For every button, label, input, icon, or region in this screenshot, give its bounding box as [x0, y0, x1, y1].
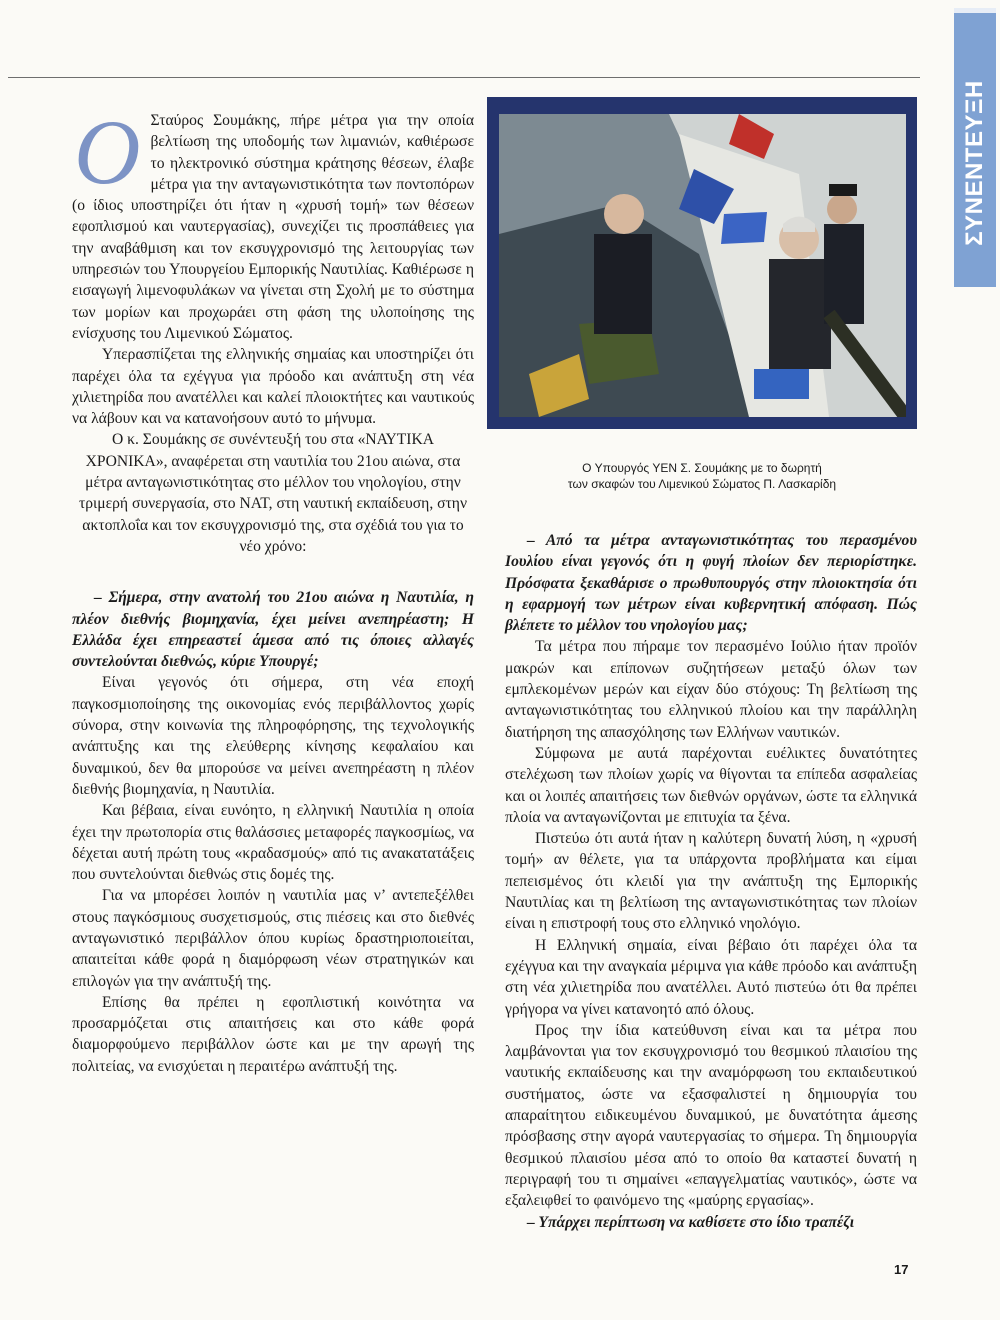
left-column [72, 101, 474, 1077]
page-number: 17 [894, 1262, 909, 1277]
question-2: – Από τα μέτρα ανταγωνιστικότητας του περασμένου Ιουλίου είναι γεγονός ότι η φυγή πλοίων δεν περιορίστηκε. Πρόσφατα ξεκαθάρισε ο πρωθυπουργός στην πλοιοκτησία ότι η εφαρμογή των μέτρων είναι κυβερνητική απόφαση. Πώς βλέπετε το μέλλον του νηολογίου μας; [505, 532, 917, 635]
photo-illustration [499, 114, 906, 417]
answer-3: Για να μπορέσει λοιπόν η ναυτιλία μας ν’ αντεπεξέλθει στους παγκόσμιους συσχετισμούς, στις πιέσεις και στο διεθνές ανταγωνιστικό περιβάλλον όπου κυρίως δραστηριοποιείται, απαιτείται κάθε φορά η διαμόρφωση νέων στρατηγικών και επιλογών για την ανάπτυξή της. [72, 887, 474, 990]
answer-4: Επίσης θα πρέπει η εφοπλιστική κοινότητα να προσαρμόζεται στις απαιτήσεις και στο κάθε φορά διαμορφούμενο περιβάλλον ώστε και με την αρωγή της πολιτείας, να ενισχύεται η περαιτέρω ανάπτυξή της. [72, 993, 474, 1075]
answer-b3: Πιστεύω ότι αυτά ήταν η καλύτερη δυνατή λύση, η «χρυσή τομή» αν θέλετε, για τα υπάρχοντα προβλήματα και είμαι πεπεισμένος ότι κλειδί για την ανάπτυξη της Εμπορικής Ναυτιλίας και τη βελτίωση της ανταγωνιστικότητας των πλοίων είναι η επιστροφή τους στο ελληνικό νηολόγιο. [505, 830, 917, 933]
intro-paragraph [72, 101, 474, 344]
intro-text: Σταύρος Σουμάκης, πήρε μέτρα για την οποία βελτίωση της υποδομής των λιμανιών, καθιέρωσε το ηλεκτρονικό σύστημα κράτησης θέσεων, έλαβε μέτρα για την ανταγωνιστικότητα των ποντοπόρων (ο ίδιος υποστηρίζει ότι ήταν η «χρυσή τομή» των θέσεων εφοπλισμού και ναυτεργασίας), συνεχίζει τις προσπάθειες για την αναβάθμιση και τον εκσυγχρονισμό της λειτουργίας των υπηρεσιών του Υπουργείου Εμπορικής Ναυτιλίας. Καθιέρωσε η εισαγωγή λιμενοφυλάκων να γίνεται στη Σχολή με το σύστημα των μορίων και προχωράει στη φάση της υλοποίησης της ενίσχυσης του Λιμενικού Σώματος. [72, 112, 474, 342]
paragraph-interview-intro: Ο κ. Σουμάκης σε συνέντευξή του στα «ΝΑΥΤΙΚΑ ΧΡΟΝΙΚΑ», αναφέρεται στη ναυτιλία του 21ου αιώνα, στα μέτρα ανταγωνιστικότητας στο μέλλον του νηολογίου, στην τριμερή συνεργασία, στο ΝΑΤ, στη ναυτική εκπαίδευση, στην ακτοπλοΐα και τον εκσυγχρονισμό της, στα σχέδιά του για το νέο χρόνο: [79, 431, 467, 555]
answer-b1: Τα μέτρα που πήραμε τον περασμένο Ιούλιο ήταν προϊόν μακρών και επίπονων συζητήσεων μεταξύ όλων των εμπλεκομένων μερών και είχαν δύο στόχους: Τη βελτίωση της ανταγωνιστικότητας του ελληνικού πλοίου και την παράλληλη διατήρηση της απασχόλησης των Ελλήνων ναυτικών. [505, 638, 917, 741]
section-tab [954, 8, 996, 287]
photo-caption [487, 460, 917, 492]
right-column [505, 530, 917, 1233]
caption-line-1: Ο Υπουργός ΥΕΝ Σ. Σουμάκης με το δωρητή [582, 461, 822, 475]
question-3: – Υπάρχει περίπτωση να καθίσετε στο ίδιο τραπέζι [527, 1213, 855, 1231]
answer-2: Και βέβαια, είναι ευνόητο, η ελληνική Ναυτιλία η οποία έχει την πρωτοπορία στις θαλάσσιες μεταφορές παγκοσμίως, να δέχεται αυτή πρώτη τους «κραδασμούς» από τις ανακατατάξεις που συντελούνται διεθνώς στις δομές της. [72, 802, 474, 884]
answer-b4: Η Ελληνική σημαία, είναι βέβαιο ότι παρέχει όλα τα εχέγγυα και την αναγκαία μέριμνα για κάθε πρόοδο και ανάπτυξη στη νέα χιλιετηρίδα που ανατέλλει. Αυτό πιστεύω ότι θα πρέπει γρήγορα να γίνει κατανοητό από όλους. [505, 936, 917, 1018]
question-1: – Σήμερα, στην ανατολή του 21ου αιώνα η Ναυτιλία, η πλέον διεθνής βιομηχανία, έχει μείνει ανεπηρέαστη; Η Ελλάδα έχει επηρεαστεί άμεσα από τις όποιες αλλαγές συντελούνται διεθνώς, κύριε Υπουργέ; [72, 589, 474, 671]
drop-cap: Ο [74, 101, 141, 203]
caption-line-2: των σκαφών του Λιμενικού Σώματος Π. Λασκαρίδη [567, 477, 837, 491]
paragraph-flag: Υπερασπίζεται της ελληνικής σημαίας και υποστηρίζει ότι παρέχει όλα τα εχέγγυα για πρόοδο και ανάπτυξη στη νέα χιλιετηρίδα που ανατέλλει και καλεί πλοιοκτήτες και ναυτικούς να λάβουν και να κατανοήσουν αυτό το μήνυμα. [72, 346, 474, 428]
answer-b2: Σύμφωνα με αυτά παρέχονται ευέλικτες δυνατότητες στελέχωση των πλοίων χωρίς να θίγονται τα επίπεδα ασφαλείας και οι λοιπές απαιτήσεις των διεθνών οργάνων, ώστε τα ελληνικά πλοία να ανταγωνίζονται με επιτυχία τα ξένα. [505, 744, 917, 826]
spacer [72, 557, 474, 587]
answer-b5: Προς την ίδια κατεύθυνση είναι και τα μέτρα που λαμβάνονται για τον εκσυγχρονισμό του θεσμικού πλαισίου της ναυτικής εκπαίδευσης και την αναμόρφωση του εκπαιδευτικού συστήματος, ώστε να εξασφαλιστεί η δημιουργία του απαραίτητου ειδικευμένου δυναμικού, με δυνατότητα άμεσης πρόσβασης στην αγορά ναυτεργασίας το σήμερα. Τη δημιουργία θεσμικού πλαισίου μέσα από το οποίο θα καταστεί δυνατή η περιγραφή του τι σημαίνει «επαγγελματίας ναυτικός», ώστε να εξαλειφθεί το φαινόμενο της «μαύρης εργασίας». [505, 1021, 917, 1210]
header-rule [8, 77, 920, 78]
interview-lead [72, 429, 474, 557]
answer-1: Είναι γεγονός ότι σήμερα, στη νέα εποχή παγκοσμιοποίησης της οικονομίας ενός περιβάλλοντος χωρίς σύνορα, στην κοινωνία της πληροφόρησης, της τεχνολογικής ανάπτυξης και της ελεύθερης κίνησης κεφαλαίου και δυναμικού, δεν θα μπορούσε να μείνει ανεπηρέαστη η πλέον διεθνής βιομηχανία, η Ναυτιλία. [72, 674, 474, 798]
section-tab-label: ΣΥΝΕΝΤΕΥΞΗ [961, 80, 988, 246]
photo-minister-on-boat [499, 114, 906, 417]
photo-frame [487, 97, 917, 429]
